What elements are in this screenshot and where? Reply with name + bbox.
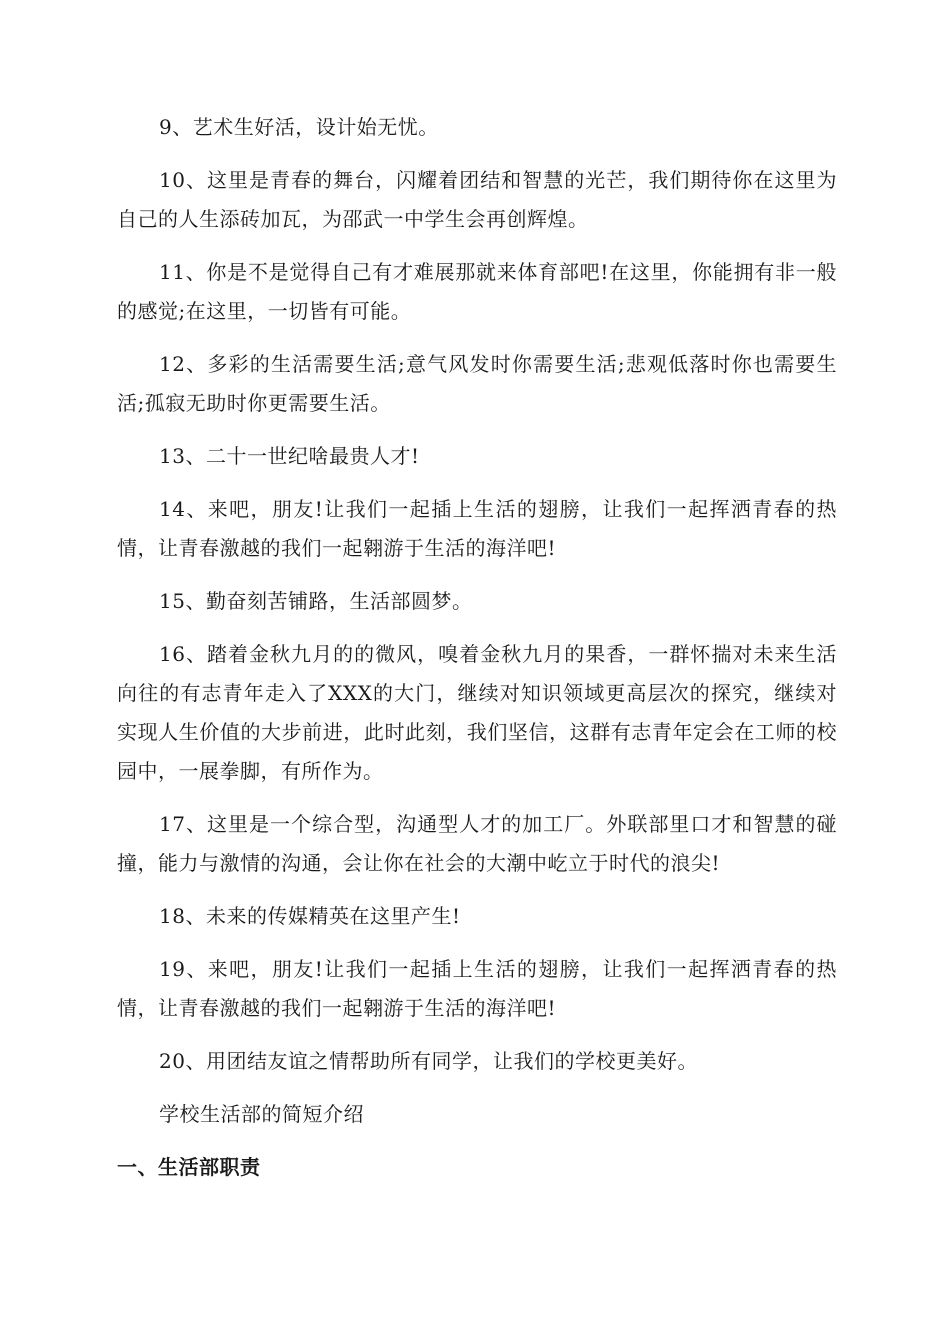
- paragraph-18: 18、未来的传媒精英在这里产生!: [159, 904, 461, 928]
- paragraph-20: 20、用团结友谊之情帮助所有同学，让我们的学校更美好。: [159, 1049, 698, 1073]
- paragraph-12: 12、多彩的生活需要生活;意气风发时你需要生活;悲观低落时你也需要生活;孤寂无助时你更需要生活。: [117, 352, 837, 415]
- paragraph-19: 19、来吧，朋友!让我们一起插上生活的翅膀，让我们一起挥洒青春的热情，让青春激越的我们一起翱游于生活的海洋吧!: [117, 957, 837, 1020]
- paragraph-10: 10、这里是青春的舞台，闪耀着团结和智慧的光芒，我们期待你在这里为自己的人生添砖加瓦，为邵武一中学生会再创辉煌。: [117, 168, 837, 231]
- paragraph-17: 17、这里是一个综合型，沟通型人才的加工厂。外联部里口才和智慧的碰撞，能力与激情的沟通，会让你在社会的大潮中屹立于时代的浪尖!: [117, 812, 837, 875]
- paragraph-11: 11、你是不是觉得自己有才难展那就来体育部吧!在这里，你能拥有非一般的感觉;在这里，一切皆有可能。: [117, 260, 837, 323]
- paragraph-16: 16、踏着金秋九月的的微风，嗅着金秋九月的果香，一群怀揣对未来生活向往的有志青年走入了XXX的大门，继续对知识领域更高层次的探究，继续对实现人生价值的大步前进，此时此刻，我们坚信，这群有志青年定会在工师的校园中，一展拳脚，有所作为。: [117, 642, 837, 783]
- paragraph-14: 14、来吧，朋友!让我们一起插上生活的翅膀，让我们一起挥洒青春的热情，让青春激越的我们一起翱游于生活的海洋吧!: [117, 497, 837, 560]
- paragraph-9: 9、艺术生好活，设计始无忧。: [159, 115, 439, 139]
- document-body: [117, 108, 837, 1187]
- paragraph-15: 15、勤奋刻苦铺路，生活部圆梦。: [159, 589, 473, 613]
- section-heading: 一、生活部职责: [117, 1155, 261, 1179]
- section-intro-title: 学校生活部的简短介绍: [159, 1102, 364, 1126]
- paragraph-13: 13、二十一世纪啥最贵人才!: [159, 444, 420, 468]
